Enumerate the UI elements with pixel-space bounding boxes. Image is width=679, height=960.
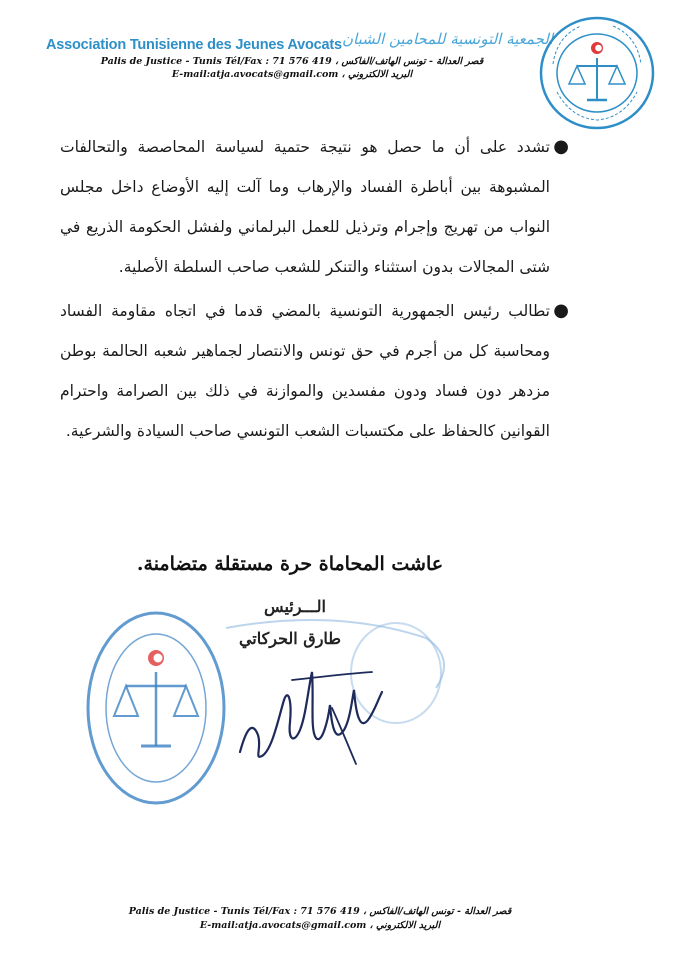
- statement-list: [60, 127, 568, 451]
- statement-item: [60, 291, 569, 451]
- bullet-icon: ●: [553, 136, 569, 157]
- letterhead-contact-email: E-mail:atja.avocats@gmail.com ، البريد الالكتروني: [171, 69, 413, 80]
- bullet-icon: ●: [553, 300, 569, 321]
- association-seal-logo: [537, 14, 657, 132]
- statement-item: [60, 127, 569, 287]
- signatory-title: الـــرئيس: [264, 597, 326, 616]
- statement-text: تطالب رئيس الجمهورية التونسية بالمضي قدما في اتجاه مقاومة الفساد ومحاسبة كل من أجرم في حق تونس والانتصار لجماهير شعبه الحالمة بوطن مزدهر دون فساد ودون مفسدين والموازنة في ذلك بين الصرامة واحترام القوانين كالحفاظ على مكتسبات الشعب التونسي صاحب السيادة والشرعية.: [60, 302, 550, 440]
- statement-text: تشدد على أن ما حصل هو نتيجة حتمية لسياسة المحاصصة والتحالفات المشبوهة بين أباطرة الفساد والإرهاب وما آلت إليه الأوضاع داخل مجلس النواب من تهريج وإجرام وترذيل للعمل البرلماني ولفشل الحكومة الذريع في شتى المجالات بدون استثناء والتنكر للشعب صاحب السلطة الأصلية.: [60, 138, 550, 276]
- footer: [90, 905, 550, 933]
- org-name-arabic: الجمعية التونسية للمحامين الشبان: [342, 30, 554, 48]
- signatory-name: طارق الحركاتي: [238, 629, 342, 648]
- footer-contact-email: E-mail:atja.avocats@gmail.com ، البريد الالكتروني: [199, 920, 441, 931]
- footer-contact-address: Palis de Justice - Tunis Tél/Fax : 71 576 419 ، قصر العدالة - تونس الهاتف/الفاكس: [128, 906, 512, 917]
- letterhead-contact-address: Palis de Justice - Tunis Tél/Fax : 71 576 419 ، قصر العدالة - تونس الهاتف/الفاكس: [100, 56, 484, 67]
- org-name-latin: Association Tunisienne des Jeunes Avocats: [46, 37, 342, 53]
- closing-slogan: عاشت المحاماة حرة مستقلة متضامنة.: [136, 553, 444, 575]
- handwritten-signature-image: [232, 660, 402, 770]
